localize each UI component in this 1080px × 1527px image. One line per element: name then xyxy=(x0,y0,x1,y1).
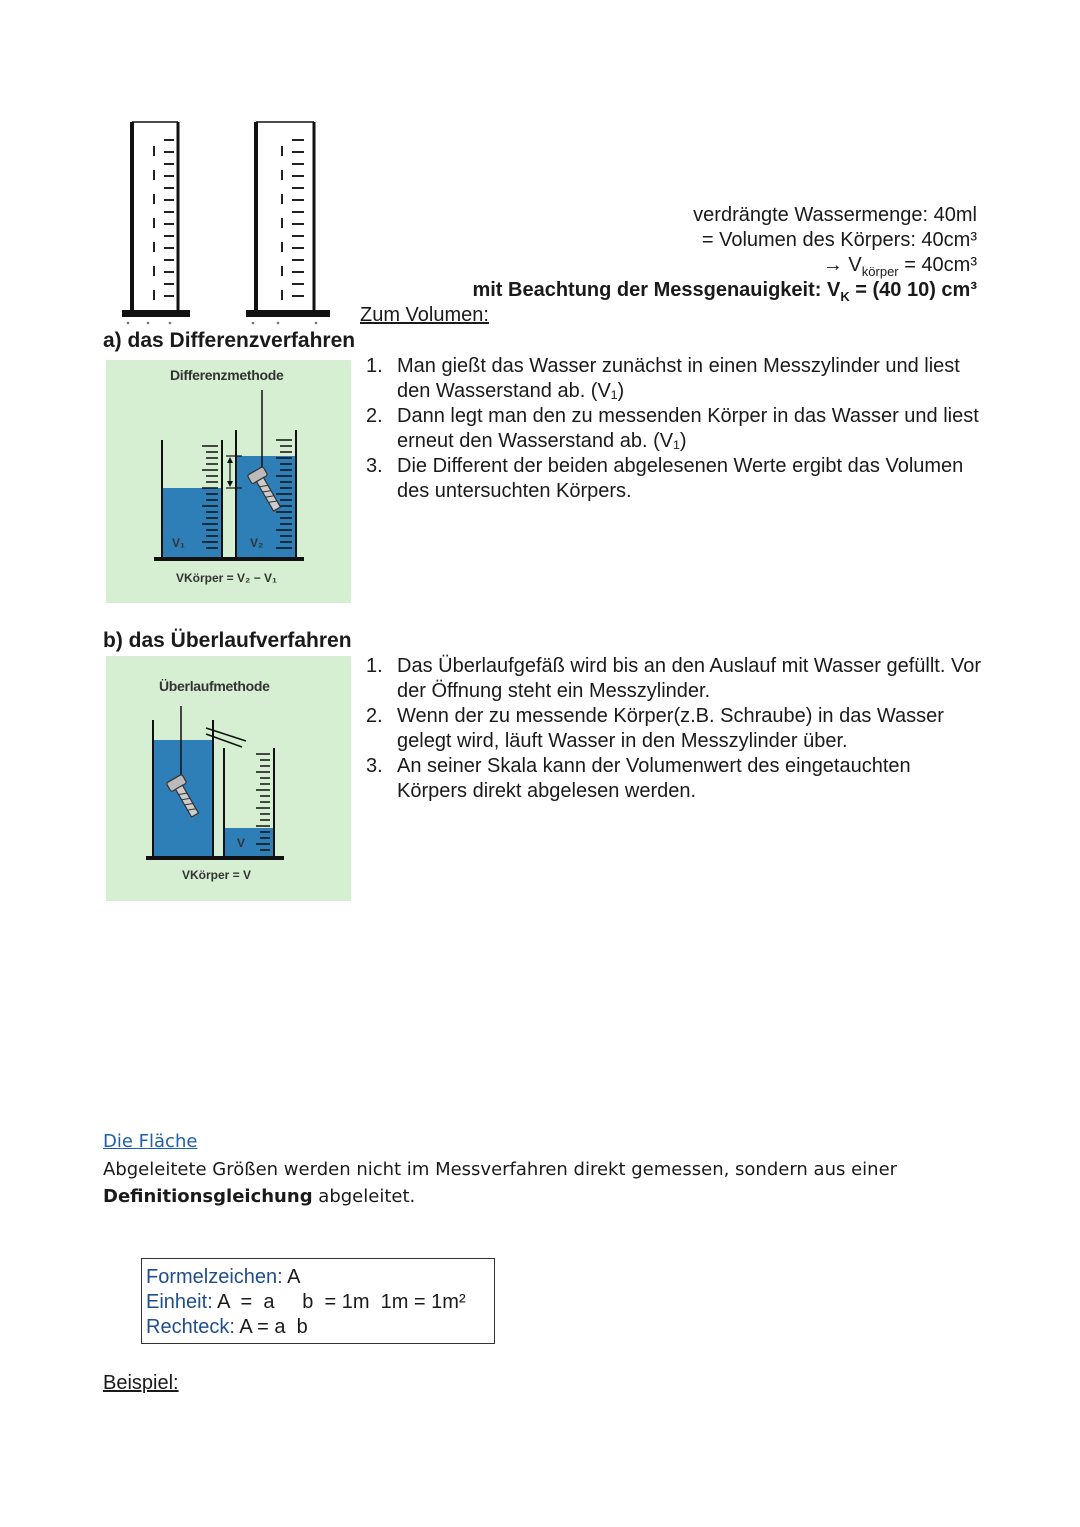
unit-label: Einheit: xyxy=(146,1291,213,1313)
step-text: Man gießt das Wasser zunächst in einen Messzylinder und liest den Wasserstand ab. (V₁) xyxy=(397,355,960,402)
list-item xyxy=(366,704,986,754)
list-item xyxy=(366,404,986,454)
figure-overflow-method xyxy=(106,656,351,901)
step-text: Dann legt man den zu messenden Körper in das Wasser und liest erneut den Wasserstand ab. (V₁) xyxy=(397,405,979,452)
formula-difference: VKörper = V₂ − V₁ xyxy=(176,571,277,585)
label-v1: V₁ xyxy=(172,536,185,550)
arrow-v-text: → V xyxy=(822,254,862,276)
step-number: 1. xyxy=(366,355,383,377)
steps-difference-method xyxy=(366,354,986,504)
step-text: Wenn der zu messende Körper(z.B. Schraube) in das Wasser gelegt wird, läuft Wasser in den Messzylinder über. xyxy=(397,705,944,752)
rectangle-label: Rechteck: xyxy=(146,1316,235,1338)
formula-symbol-line xyxy=(146,1265,490,1290)
section-title-volume: Zum Volumen: xyxy=(360,304,489,326)
unit-value: A = a b = 1m 1m = 1m² xyxy=(212,1291,466,1313)
formula-symbol-value: A xyxy=(282,1266,301,1288)
formula-box xyxy=(141,1258,495,1344)
measuring-cylinder-right xyxy=(246,122,330,317)
overflow-method-diagram xyxy=(106,656,351,901)
accuracy-text xyxy=(472,278,977,309)
formula-overflow: VKörper = V xyxy=(182,868,252,882)
difference-method-diagram xyxy=(106,360,351,603)
rectangle-line xyxy=(146,1315,490,1340)
subscript-k: K xyxy=(840,289,850,304)
formula-symbol-label: Formelzeichen: xyxy=(146,1266,283,1288)
area-paragraph-rest: abgeleitet. xyxy=(312,1186,416,1207)
measuring-cylinders-illustration xyxy=(118,112,338,327)
link-area[interactable]: Die Fläche xyxy=(103,1131,198,1152)
heading-difference-method: a) das Differenzverfahren xyxy=(103,329,356,352)
subscript-koerper: körper xyxy=(861,264,899,279)
accuracy-label: mit Beachtung der Messgenauigkeit: V xyxy=(472,279,841,301)
v-koerper-value: = 40cm³ xyxy=(898,254,977,276)
step-number: 2. xyxy=(366,705,383,727)
steps-overflow-method xyxy=(366,654,986,804)
step-number: 1. xyxy=(366,655,383,677)
measuring-cylinder-left xyxy=(122,122,190,317)
area-paragraph-line2 xyxy=(103,1183,983,1210)
step-number: 3. xyxy=(366,455,383,477)
heading-overflow-method: b) das Überlaufverfahren xyxy=(103,629,352,652)
rectangle-value: A = a b xyxy=(234,1316,308,1338)
area-paragraph-line1: Abgeleitete Größen werden nicht im Messverfahren direkt gemessen, sondern aus einer xyxy=(103,1159,898,1180)
accuracy-value: = (40 10) cm³ xyxy=(849,279,977,301)
label-v2: V₂ xyxy=(250,536,264,550)
step-number: 2. xyxy=(366,405,383,427)
unit-line xyxy=(146,1290,490,1315)
displaced-water-text: verdrängte Wassermenge: 40ml xyxy=(693,204,977,226)
figure-title-difference: Differenzmethode xyxy=(170,367,284,383)
step-text: Das Überlaufgefäß wird bis an den Auslauf mit Wasser gefüllt. Vor der Öffnung steht ein Messzylinder. xyxy=(397,655,981,702)
label-v: V xyxy=(237,836,246,850)
body-volume-text: = Volumen des Körpers: 40cm³ xyxy=(701,229,977,251)
area-paragraph xyxy=(103,1156,983,1210)
step-text: An seiner Skala kann der Volumenwert des eingetauchten Körpers direkt abgelesen werden. xyxy=(397,755,911,802)
list-item xyxy=(366,454,986,504)
definition-equation-bold: Definitionsgleichung xyxy=(103,1186,313,1207)
figure-difference-method xyxy=(106,360,351,603)
list-item xyxy=(366,754,986,804)
example-label: Beispiel: xyxy=(103,1372,179,1394)
list-item xyxy=(366,354,986,404)
list-item xyxy=(366,654,986,704)
step-text: Die Different der beiden abgelesenen Werte ergibt das Volumen des untersuchten Körpers. xyxy=(397,455,964,502)
step-number: 3. xyxy=(366,755,383,777)
figure-title-overflow: Überlaufmethode xyxy=(159,678,270,694)
